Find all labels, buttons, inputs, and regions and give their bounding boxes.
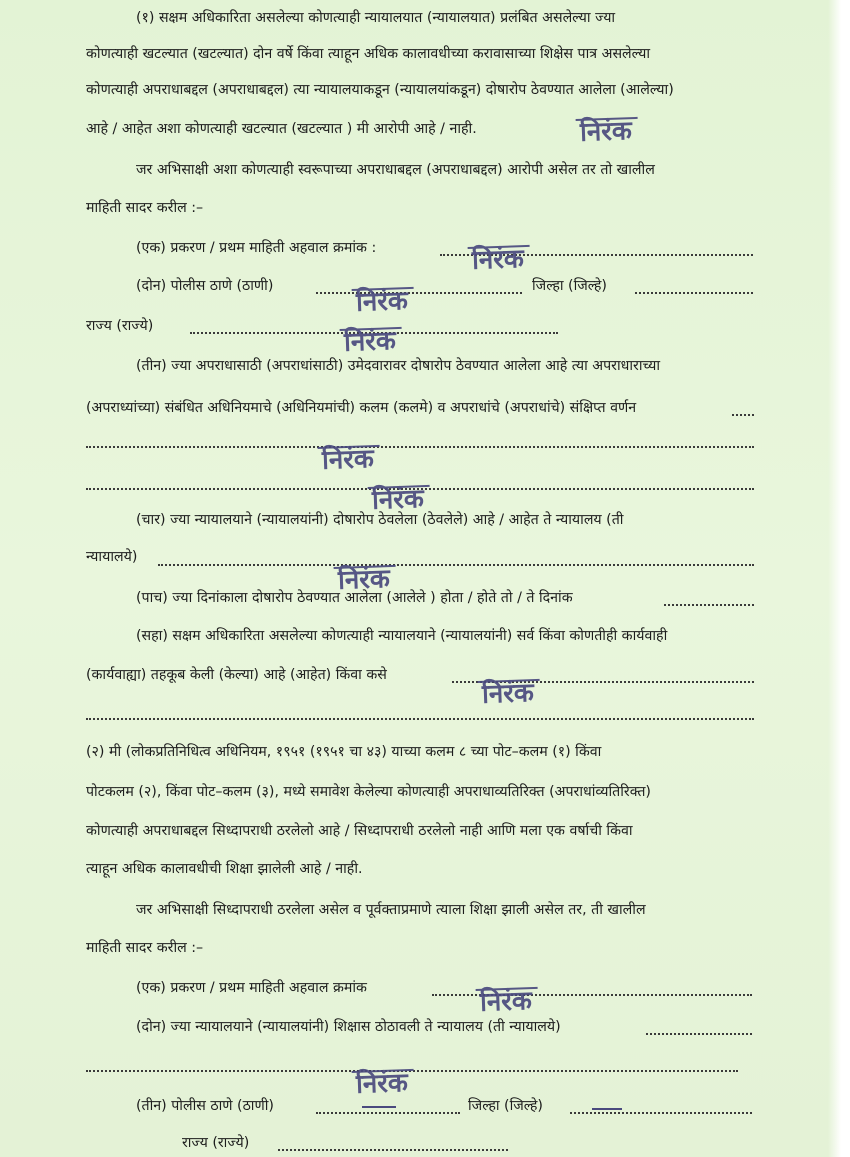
sec2-para-line-4: त्याहून अधिक कालावधीची शिक्षा झालेली आहे / नाही. xyxy=(86,861,363,877)
nirank-stamp: निरंक xyxy=(579,111,632,149)
nirank-stamp: निरंक xyxy=(355,281,408,319)
sec1-item-saha-line-2: (कार्यवाह्या) तहकूब केली (केल्या) आहे (आहेत) किंवा कसे xyxy=(86,667,387,683)
sec1-item-char-blank xyxy=(158,564,754,566)
sec2-para-line-3: कोणत्याही अपराधाबद्दल सिध्दापराधी ठरलेलो आहे / सिध्दापराधी ठरलेलो नाही आणि मला एक वर्षाची किंवा xyxy=(86,823,633,839)
sec2-item-teen-blank xyxy=(316,1112,460,1114)
nirank-stamp: निरंक xyxy=(479,981,532,1019)
nirank-stamp: निरंक xyxy=(371,479,424,517)
sec1-intro-line-1: जर अभिसाक्षी अशा कोणत्याही स्वरूपाच्या अपराधाबद्दल (अपराधाबद्दल) आरोपी असेल तर तो खालील xyxy=(136,162,655,178)
sec1-item-pach-blank xyxy=(664,604,754,606)
nirank-stamp: निरंक xyxy=(481,673,534,711)
sec1-item-pach-label: (पाच) ज्या दिनांकाला दोषारोप ठेवण्यात आलेला (आलेले ) होता / होते तो / ते दिनांक xyxy=(136,590,573,606)
sec2-item-don-blank-inline xyxy=(646,1033,752,1035)
sec2-item-teen-district: जिल्हा (जिल्हे) xyxy=(468,1098,543,1114)
sec2-item-teen-label: (तीन) पोलीस ठाणे (ठाणी) xyxy=(136,1098,274,1114)
sec1-item-teen-blank-inline xyxy=(732,414,754,416)
nirank-stamp: निरंक xyxy=(321,439,374,477)
sec1-item-char-line-2: न्यायालये) xyxy=(86,549,138,565)
sec1-para-line-2: कोणत्याही खटल्यात (खटल्यात) दोन वर्षे किंवा त्याहून अधिक कालावधीच्या करावासाच्या शिक्षेस पात्र असलेल्या xyxy=(86,46,651,62)
sec1-item-don-blank xyxy=(316,292,522,294)
sec1-intro-line-2: माहिती सादर करील :– xyxy=(86,200,204,216)
sec2-item-don-label: (दोन) ज्या न्यायालयाने (न्यायालयांनी) शिक्षास ठोठावली ते न्यायालय (ती न्यायालये) xyxy=(136,1019,561,1035)
nirank-stamp: निरंक xyxy=(343,321,396,359)
dash-mark xyxy=(592,1108,622,1110)
sec1-state-label: राज्य (राज्ये) xyxy=(86,318,154,334)
sec1-para-line-3: कोणत्याही अपराधाबद्दल (अपराधाबद्दल) त्या न्यायालयाकडून (न्यायालयांकडून) दोषारोप ठेवण्यात आलेला (आलेल्या) xyxy=(86,82,674,98)
sec2-state-blank xyxy=(278,1149,508,1151)
sec2-state-label: राज्य (राज्ये) xyxy=(182,1135,250,1151)
sec1-item-saha-blank-2 xyxy=(86,718,754,720)
sec1-item-teen-blank-1 xyxy=(86,446,754,448)
sec2-intro-line-2: माहिती सादर करील :– xyxy=(86,940,204,956)
sec1-para-line-4: आहे / आहेत अशा कोणत्याही खटल्यात (खटल्यात ) मी आरोपी आहे / नाही. xyxy=(86,121,477,137)
sec2-item-teen-district-blank xyxy=(570,1112,752,1114)
sec2-intro-line-1: जर अभिसाक्षी सिध्दापराधी ठरलेला असेल व पूर्वक्ताप्रमाणे त्याला शिक्षा झाली असेल तर, ती खालील xyxy=(136,902,646,918)
sec1-item-don-label: (दोन) पोलीस ठाणे (ठाणी) xyxy=(136,278,274,294)
sec2-para-line-2: पोटकलम (२), किंवा पोट–कलम (३), मध्ये समावेश केलेल्या कोणत्याही अपराधाव्यतिरिक्त (अपराधांव्यतिरिक्त) xyxy=(86,784,651,800)
sec2-para-line-1: (२) मी (लोकप्रतिनिधित्व अधिनियम, १९५१ (१९५१ चा ४३) याच्या कलम ८ च्या पोट–कलम (१) किंवा xyxy=(86,744,602,760)
dash-mark xyxy=(362,1106,396,1108)
nirank-stamp: निरंक xyxy=(355,1063,408,1101)
nirank-stamp: निरंक xyxy=(337,559,390,597)
sec1-item-char-line-1: (चार) ज्या न्यायालयाने (न्यायालयांनी) दोषारोप ठेवलेला (ठेवलेले) आहे / आहेत ते न्यायालय (ती xyxy=(136,512,624,528)
sec1-para-line-1: (१) सक्षम अधिकारिता असलेल्या कोणत्याही न्यायालयात (न्यायालयात) प्रलंबित असलेल्या ज्या xyxy=(136,10,616,26)
sec1-item-teen-line-1: (तीन) ज्या अपराधासाठी (अपराधांसाठी) उमेदवारावर दोषारोप ठेवण्यात आलेला आहे त्या अपराधाराच्या xyxy=(136,358,661,374)
nirank-stamp: निरंक xyxy=(471,239,524,277)
sec1-item-ek-label: (एक) प्रकरण / प्रथम माहिती अहवाल क्रमांक : xyxy=(136,240,377,256)
sec1-item-teen-line-2: (अपराध्यांच्या) संबंधित अधिनियमाचे (अधिनियमांची) कलम (कलमे) व अपराधांचे (अपराधांचे) संक्षिप्त वर्णन xyxy=(86,400,637,416)
paper-edge xyxy=(828,0,850,1157)
sec1-item-don-district-blank xyxy=(635,292,753,294)
sec1-item-saha-line-1: (सहा) सक्षम अधिकारिता असलेल्या कोणत्याही न्यायालयाने (न्यायालयांनी) सर्व किंवा कोणतीही कार्यवाही xyxy=(136,628,668,644)
sec1-item-don-district: जिल्हा (जिल्हे) xyxy=(532,278,607,294)
sec2-item-ek-label: (एक) प्रकरण / प्रथम माहिती अहवाल क्रमांक xyxy=(136,980,367,996)
